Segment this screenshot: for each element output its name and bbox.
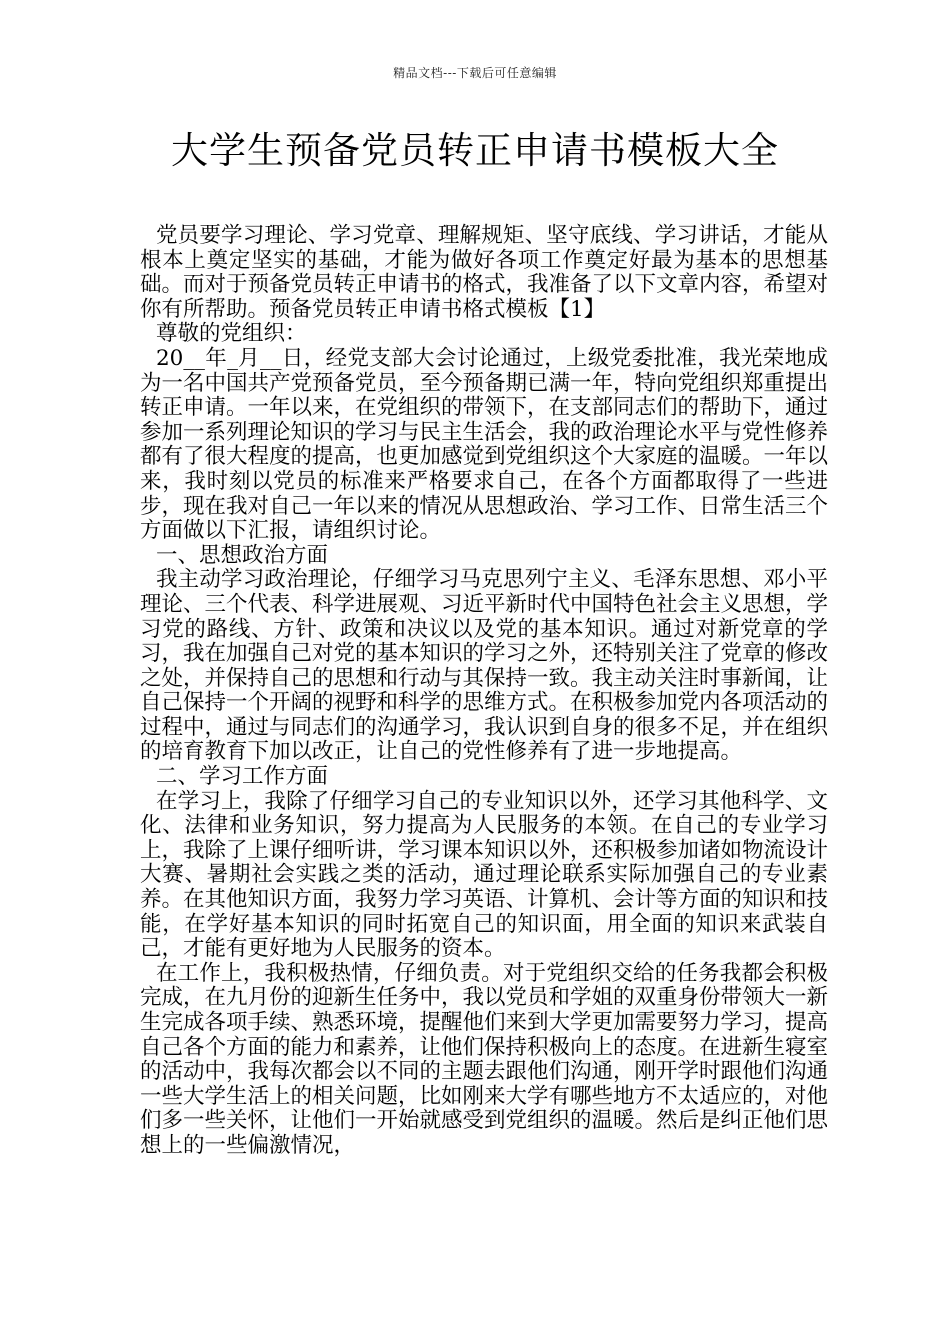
document-body [140, 224, 828, 1159]
document-title: 大学生预备党员转正申请书模板大全 [171, 129, 779, 172]
paragraph-work: 在工作上，我积极热情，仔细负责。对于党组织交给的任务我都会积极完成，在九月份的迎新生任务中，我以党员和学姐的双重身份带领大一新生完成各项手续、熟悉环境，提醒他们来到大学更加需要努力学习，提高自己各个方面的能力和素养，让他们保持积极向上的态度。在进新生寝室的活动中，我每次都会以不同的主题去跟他们沟通，刚开学时跟他们沟通一些大学生活上的相关问题，比如刚来大学有哪些地方不太适应的，对他们多一些关怀，让他们一开始就感受到党组织的温暖。然后是纠正他们思想上的一些偏激情况， [140, 960, 829, 1158]
section-heading-political: 一、思想政治方面 [156, 542, 329, 568]
header-note: 精品文档---下载后可任意编辑 [393, 66, 557, 80]
paragraph-intro: 党员要学习理论、学习党章、理解规矩、坚守底线、学习讲话，才能从根本上奠定坚实的基础，才能为做好各项工作奠定好最为基本的思想基础。而对于预备党员转正申请书的格式，我准备了以下文章内容，希望对你有所帮助。预备党员转正申请书格式模板【1】 [140, 223, 829, 322]
section-heading-study-work: 二、学习工作方面 [156, 764, 329, 790]
paragraph-political: 我主动学习政治理论，仔细学习马克思列宁主义、毛泽东思想、邓小平理论、三个代表、科学进展观、习近平新时代中国特色社会主义思想，学习党的路线、方针、政策和决议以及党的基本知识。通过对新党章的学习，我在加强自己对党的基本知识的学习之外，还特别关注了党章的修改之处，并保持自己的思想和行动与其保持一致。我主动关注时事新闻，让自己保持一个开阔的视野和科学的思维方式。在积极参加党内各项活动的过程中，通过与同志们的沟通学习，我认识到自身的很多不足，并在组织的培育教育下加以改正，让自己的党性修养有了进一步地提高。 [140, 567, 829, 765]
paragraph-study: 在学习上，我除了仔细学习自己的专业知识以外，还学习其他科学、文化、法律和业务知识，努力提高为人民服务的本领。在自己的专业学习上，我除了上课仔细听讲，学习课本知识以外，还积极参加诸如物流设计大赛、暑期社会实践之类的活动，通过理论联系实际加强自己的专业素养。在其他知识方面，我努力学习英语、计算机、会计等方面的知识和技能，在学好基本知识的同时拓宽自己的知识面，用全面的知识来武装自己，才能有更好地为人民服务的资本。 [140, 788, 829, 962]
paragraph-salutation: 尊敬的党组织： [156, 321, 307, 347]
paragraph-opening: 20__年_月__日，经党支部大会讨论通过，上级党委批准，我光荣地成为一名中国共产党预备党员，至今预备期已满一年，特向党组织郑重提出转正申请。一年以来，在党组织的带领下，在支部同志们的帮助下，通过参加一系列理论知识的学习与民主生活会，我的政治理论水平与党性修养都有了很大程度的提高，也更加感觉到党组织这个大家庭的温暖。一年以来，我时刻以党员的标准来严格要求自己，在各个方面都取得了一些进步，现在我对自己一年以来的情况从思想政治、学习工作、日常生活三个方面做以下汇报，请组织讨论。 [140, 345, 829, 544]
